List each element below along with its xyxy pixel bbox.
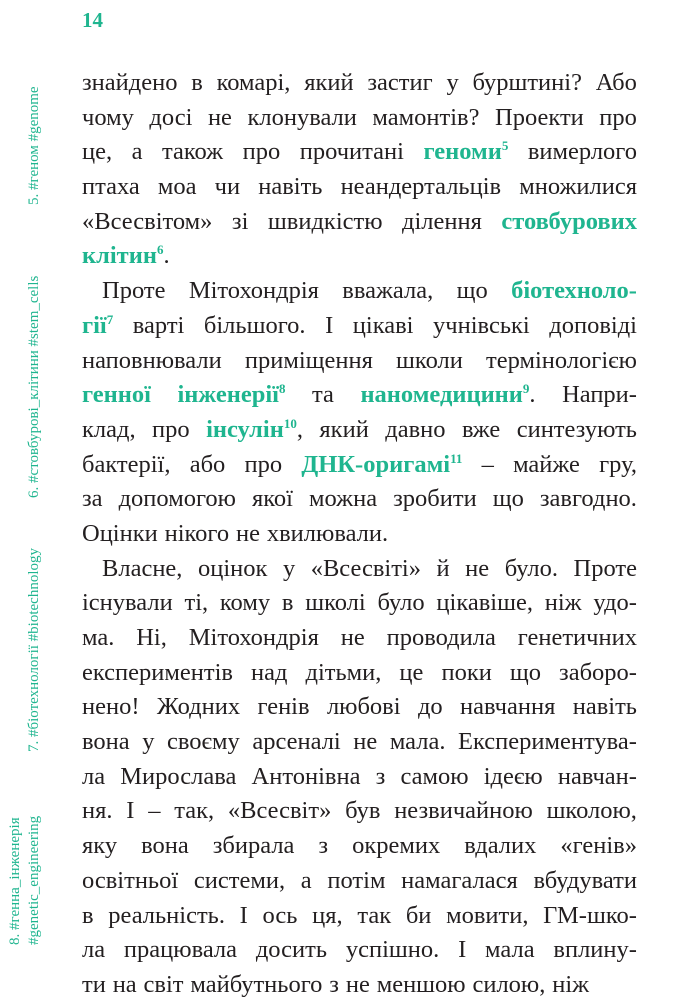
word: майже bbox=[513, 450, 580, 478]
word: мала. bbox=[389, 728, 446, 756]
word: не bbox=[345, 970, 370, 998]
word: що bbox=[456, 277, 488, 305]
word: . bbox=[529, 381, 536, 409]
word: приміщення bbox=[244, 346, 373, 374]
word: до bbox=[417, 693, 443, 721]
word: прочитані bbox=[299, 138, 404, 166]
text-line bbox=[82, 101, 637, 136]
word: так, bbox=[174, 797, 215, 825]
text-line bbox=[82, 170, 637, 205]
word: з bbox=[329, 970, 339, 998]
text-line bbox=[82, 448, 637, 483]
text-line bbox=[82, 413, 637, 448]
word: гру, bbox=[599, 450, 637, 478]
word: про bbox=[244, 450, 283, 478]
keyword: ДНК-оригамі$^{11}$ bbox=[301, 450, 463, 478]
word: комарі, bbox=[216, 69, 291, 96]
word: намагалася bbox=[401, 866, 518, 894]
word: який bbox=[304, 69, 354, 96]
word: своєму bbox=[166, 728, 240, 756]
word: давно bbox=[385, 415, 446, 443]
word: доповіді bbox=[549, 311, 637, 339]
word: про bbox=[599, 103, 637, 131]
keyword: геноми$^5$ bbox=[423, 138, 509, 166]
word: Напри- bbox=[562, 381, 637, 409]
word: самою bbox=[400, 762, 469, 790]
text-line bbox=[82, 552, 637, 587]
word: . bbox=[163, 242, 170, 270]
word: вдалих bbox=[464, 832, 537, 860]
word: не bbox=[207, 103, 232, 131]
word: над bbox=[251, 658, 288, 686]
margin-note-genetic-engineering-ua: 8. #генна_інженерія bbox=[7, 817, 23, 945]
word: в bbox=[82, 901, 94, 929]
word: термінологією bbox=[486, 346, 637, 374]
word: збирала bbox=[212, 832, 295, 860]
word: або bbox=[189, 450, 226, 478]
margin-note-genome: 5. #геном #genome bbox=[26, 86, 42, 205]
word: в bbox=[191, 69, 203, 96]
word: що bbox=[509, 658, 541, 686]
word: генів bbox=[257, 693, 310, 721]
word: не bbox=[465, 554, 490, 582]
word: поки bbox=[441, 658, 492, 686]
word: не bbox=[353, 728, 378, 756]
word: а bbox=[300, 866, 312, 894]
word: досить bbox=[255, 936, 328, 964]
word: арсеналі bbox=[252, 728, 341, 756]
word: навчан- bbox=[557, 762, 637, 790]
word: Ні, bbox=[136, 624, 167, 651]
word: школі bbox=[305, 589, 366, 617]
word: з bbox=[318, 832, 329, 860]
word: знайдено bbox=[82, 69, 178, 96]
word: ділення bbox=[402, 207, 482, 235]
footnote-marker: 6 bbox=[156, 242, 164, 258]
word: за bbox=[82, 485, 103, 513]
word: так bbox=[357, 901, 392, 929]
word: завгодно. bbox=[539, 485, 637, 513]
word: не bbox=[236, 519, 260, 547]
word: силою, bbox=[472, 970, 546, 998]
word: ось bbox=[262, 901, 298, 929]
word: Експериментува- bbox=[458, 728, 637, 756]
word: потім bbox=[327, 866, 386, 894]
word: Проте bbox=[573, 554, 637, 582]
word: нено! bbox=[82, 693, 140, 721]
word: мала bbox=[485, 936, 535, 964]
word: Антонівна bbox=[251, 762, 361, 790]
body-text bbox=[82, 66, 637, 1003]
keyword: гії$^7$ bbox=[82, 311, 114, 339]
word: працювала bbox=[123, 936, 238, 964]
word: вважала, bbox=[342, 277, 434, 305]
word: зробити bbox=[393, 485, 477, 513]
word: , bbox=[296, 415, 303, 443]
word: варті bbox=[132, 311, 185, 339]
word: нікого bbox=[164, 519, 230, 547]
word: ті, bbox=[184, 589, 209, 617]
word: застиг bbox=[367, 69, 433, 96]
text-line bbox=[82, 933, 637, 968]
word: вимерлого bbox=[527, 138, 637, 166]
word: Або bbox=[595, 69, 637, 96]
word: освітньої bbox=[82, 866, 179, 894]
word: існували bbox=[82, 589, 173, 617]
footnote-marker: 7 bbox=[106, 311, 114, 327]
text-line bbox=[82, 621, 637, 656]
word: клонували bbox=[247, 103, 357, 131]
keyword: біотехноло- bbox=[511, 277, 637, 305]
word: ніж bbox=[552, 970, 590, 998]
word: «Всесвітом» bbox=[82, 207, 213, 235]
word: це, bbox=[82, 138, 113, 166]
word: І bbox=[325, 311, 334, 339]
word: мовити, bbox=[446, 901, 529, 929]
word: яку bbox=[82, 832, 118, 860]
margin-notes bbox=[0, 0, 70, 970]
footnote-marker: 11 bbox=[450, 450, 463, 466]
text-line bbox=[82, 482, 637, 517]
word: Проте bbox=[102, 277, 166, 305]
footnote-marker: 10 bbox=[283, 415, 297, 431]
word: реальність. bbox=[108, 901, 225, 929]
word: цікавіше, bbox=[436, 589, 533, 617]
text-line bbox=[82, 135, 637, 170]
word-group bbox=[82, 239, 170, 274]
word: ма. bbox=[82, 624, 115, 651]
margin-note-stem-cells: 6. #стовбурові_клітини #stem_cells bbox=[26, 275, 42, 498]
word: Мітохондрія bbox=[188, 624, 319, 651]
word: чи bbox=[214, 173, 241, 201]
word: окремих bbox=[352, 832, 441, 860]
footnote-marker: 5 bbox=[501, 138, 509, 154]
keyword: клітин$^6$ bbox=[82, 242, 164, 270]
word: школою, bbox=[546, 797, 637, 825]
keyword: інсулін$^{10}$ bbox=[206, 415, 297, 443]
word: зі bbox=[231, 207, 249, 235]
word: ніж bbox=[544, 589, 582, 617]
word: досі bbox=[149, 103, 193, 131]
word: якої bbox=[251, 485, 293, 513]
word: був bbox=[345, 797, 381, 825]
word: дітьми, bbox=[305, 658, 382, 686]
word: птаха bbox=[82, 173, 140, 201]
word: можна bbox=[309, 485, 378, 513]
word: Мирослава bbox=[120, 762, 237, 790]
word: ти bbox=[82, 970, 106, 998]
word: проводила bbox=[386, 624, 496, 651]
word: майбутнього bbox=[190, 970, 323, 998]
word: вона bbox=[141, 832, 189, 860]
word: навіть bbox=[258, 173, 323, 201]
word: би bbox=[405, 901, 432, 929]
word: любові bbox=[326, 693, 401, 721]
word: ня. bbox=[82, 797, 113, 825]
word: «Всесвіті» bbox=[310, 554, 421, 582]
word: – bbox=[148, 797, 161, 825]
word: допомогою bbox=[118, 485, 236, 513]
word: І bbox=[239, 901, 248, 929]
text-line bbox=[82, 725, 637, 760]
word: вплину- bbox=[553, 936, 637, 964]
word: чому bbox=[82, 103, 134, 131]
text-line bbox=[82, 829, 637, 864]
word: клад, bbox=[82, 415, 136, 443]
text-line bbox=[82, 517, 637, 552]
word: у bbox=[282, 554, 296, 582]
word: ідеєю bbox=[483, 762, 543, 790]
word: бактерії, bbox=[82, 450, 171, 478]
word: не bbox=[340, 624, 365, 651]
word: школи bbox=[396, 346, 463, 374]
text-line bbox=[82, 378, 637, 413]
word: успішно. bbox=[345, 936, 440, 964]
word: заборо- bbox=[559, 658, 637, 686]
word: та bbox=[312, 381, 334, 409]
word: І bbox=[126, 797, 135, 825]
word: Оцінки bbox=[82, 519, 158, 547]
word: у bbox=[446, 69, 459, 96]
margin-note-genetic-engineering-en: #genetic_engineering bbox=[26, 815, 42, 945]
text-line bbox=[82, 344, 637, 379]
word: який bbox=[319, 415, 369, 443]
word: ГМ-шко- bbox=[543, 901, 637, 929]
text-line bbox=[82, 205, 637, 240]
text-line bbox=[82, 66, 637, 101]
word: а bbox=[131, 138, 143, 166]
word: – bbox=[481, 450, 494, 478]
word: Власне, bbox=[102, 554, 183, 582]
keyword: генної bbox=[82, 381, 151, 409]
word: І bbox=[458, 936, 467, 964]
word: що bbox=[492, 485, 524, 513]
word: наповнювали bbox=[82, 346, 222, 374]
keyword: стовбурових bbox=[501, 207, 637, 235]
word: ла bbox=[82, 936, 106, 964]
word: незвичайною bbox=[394, 797, 533, 825]
keyword: інженерії$^8$ bbox=[177, 381, 286, 409]
text-line bbox=[82, 864, 637, 899]
word: в bbox=[281, 589, 294, 617]
text-line bbox=[82, 690, 637, 725]
word: вбудувати bbox=[533, 866, 637, 894]
word: з bbox=[375, 762, 386, 790]
word: оцінок bbox=[197, 554, 268, 582]
text-line bbox=[82, 274, 637, 309]
word: експериментів bbox=[82, 658, 233, 686]
word: генетичних bbox=[517, 624, 637, 651]
word: учнівські bbox=[433, 311, 530, 339]
word: Проекти bbox=[495, 103, 584, 131]
word: хвилювали. bbox=[266, 519, 389, 547]
word: світ bbox=[143, 970, 184, 998]
word: вона bbox=[82, 728, 130, 756]
text-line bbox=[82, 760, 637, 795]
word: мамонтів? bbox=[372, 103, 480, 131]
word: меншою bbox=[376, 970, 466, 998]
text-line bbox=[82, 656, 637, 691]
word: Жодних bbox=[156, 693, 241, 721]
word: й bbox=[436, 554, 450, 582]
margin-note-biotechnology: 7. #біотехнології #biotechnology bbox=[26, 548, 42, 752]
word: більшого. bbox=[203, 311, 306, 339]
footnote-marker: 9 bbox=[522, 381, 530, 397]
text-line bbox=[82, 794, 637, 829]
text-line bbox=[82, 586, 637, 621]
word-group bbox=[206, 413, 303, 448]
word: Мітохондрія bbox=[188, 277, 319, 305]
word: моа bbox=[157, 173, 197, 201]
word: було. bbox=[504, 554, 559, 582]
page-number: 14 bbox=[82, 8, 103, 32]
keyword: наномедицини$^9$ bbox=[360, 381, 530, 409]
text-line bbox=[82, 239, 637, 274]
text-line bbox=[82, 968, 637, 1003]
word: системи, bbox=[193, 866, 286, 894]
word: про bbox=[152, 415, 190, 443]
word: було bbox=[377, 589, 425, 617]
word: швидкістю bbox=[267, 207, 383, 235]
word: вже bbox=[461, 415, 501, 443]
word: також bbox=[162, 138, 224, 166]
word: множилися bbox=[519, 173, 637, 201]
word: «генів» bbox=[560, 832, 637, 860]
footnote-marker: 8 bbox=[278, 381, 286, 397]
word: «Всесвіт» bbox=[227, 797, 332, 825]
word: бурштині? bbox=[472, 69, 582, 96]
text-line bbox=[82, 309, 637, 344]
word-group bbox=[360, 378, 535, 413]
word: це bbox=[399, 658, 424, 686]
word: синтезують bbox=[516, 415, 637, 443]
word: кому bbox=[219, 589, 271, 617]
word: неандертальців bbox=[340, 173, 502, 201]
word: про bbox=[242, 138, 281, 166]
word: цікаві bbox=[352, 311, 414, 339]
word: навчання bbox=[460, 693, 556, 721]
word: у bbox=[142, 728, 155, 756]
word: ла bbox=[82, 762, 106, 790]
word: навіть bbox=[572, 693, 637, 721]
word: ця, bbox=[312, 901, 343, 929]
text-line bbox=[82, 899, 637, 934]
word: на bbox=[112, 970, 137, 998]
word: удо- bbox=[593, 589, 637, 617]
